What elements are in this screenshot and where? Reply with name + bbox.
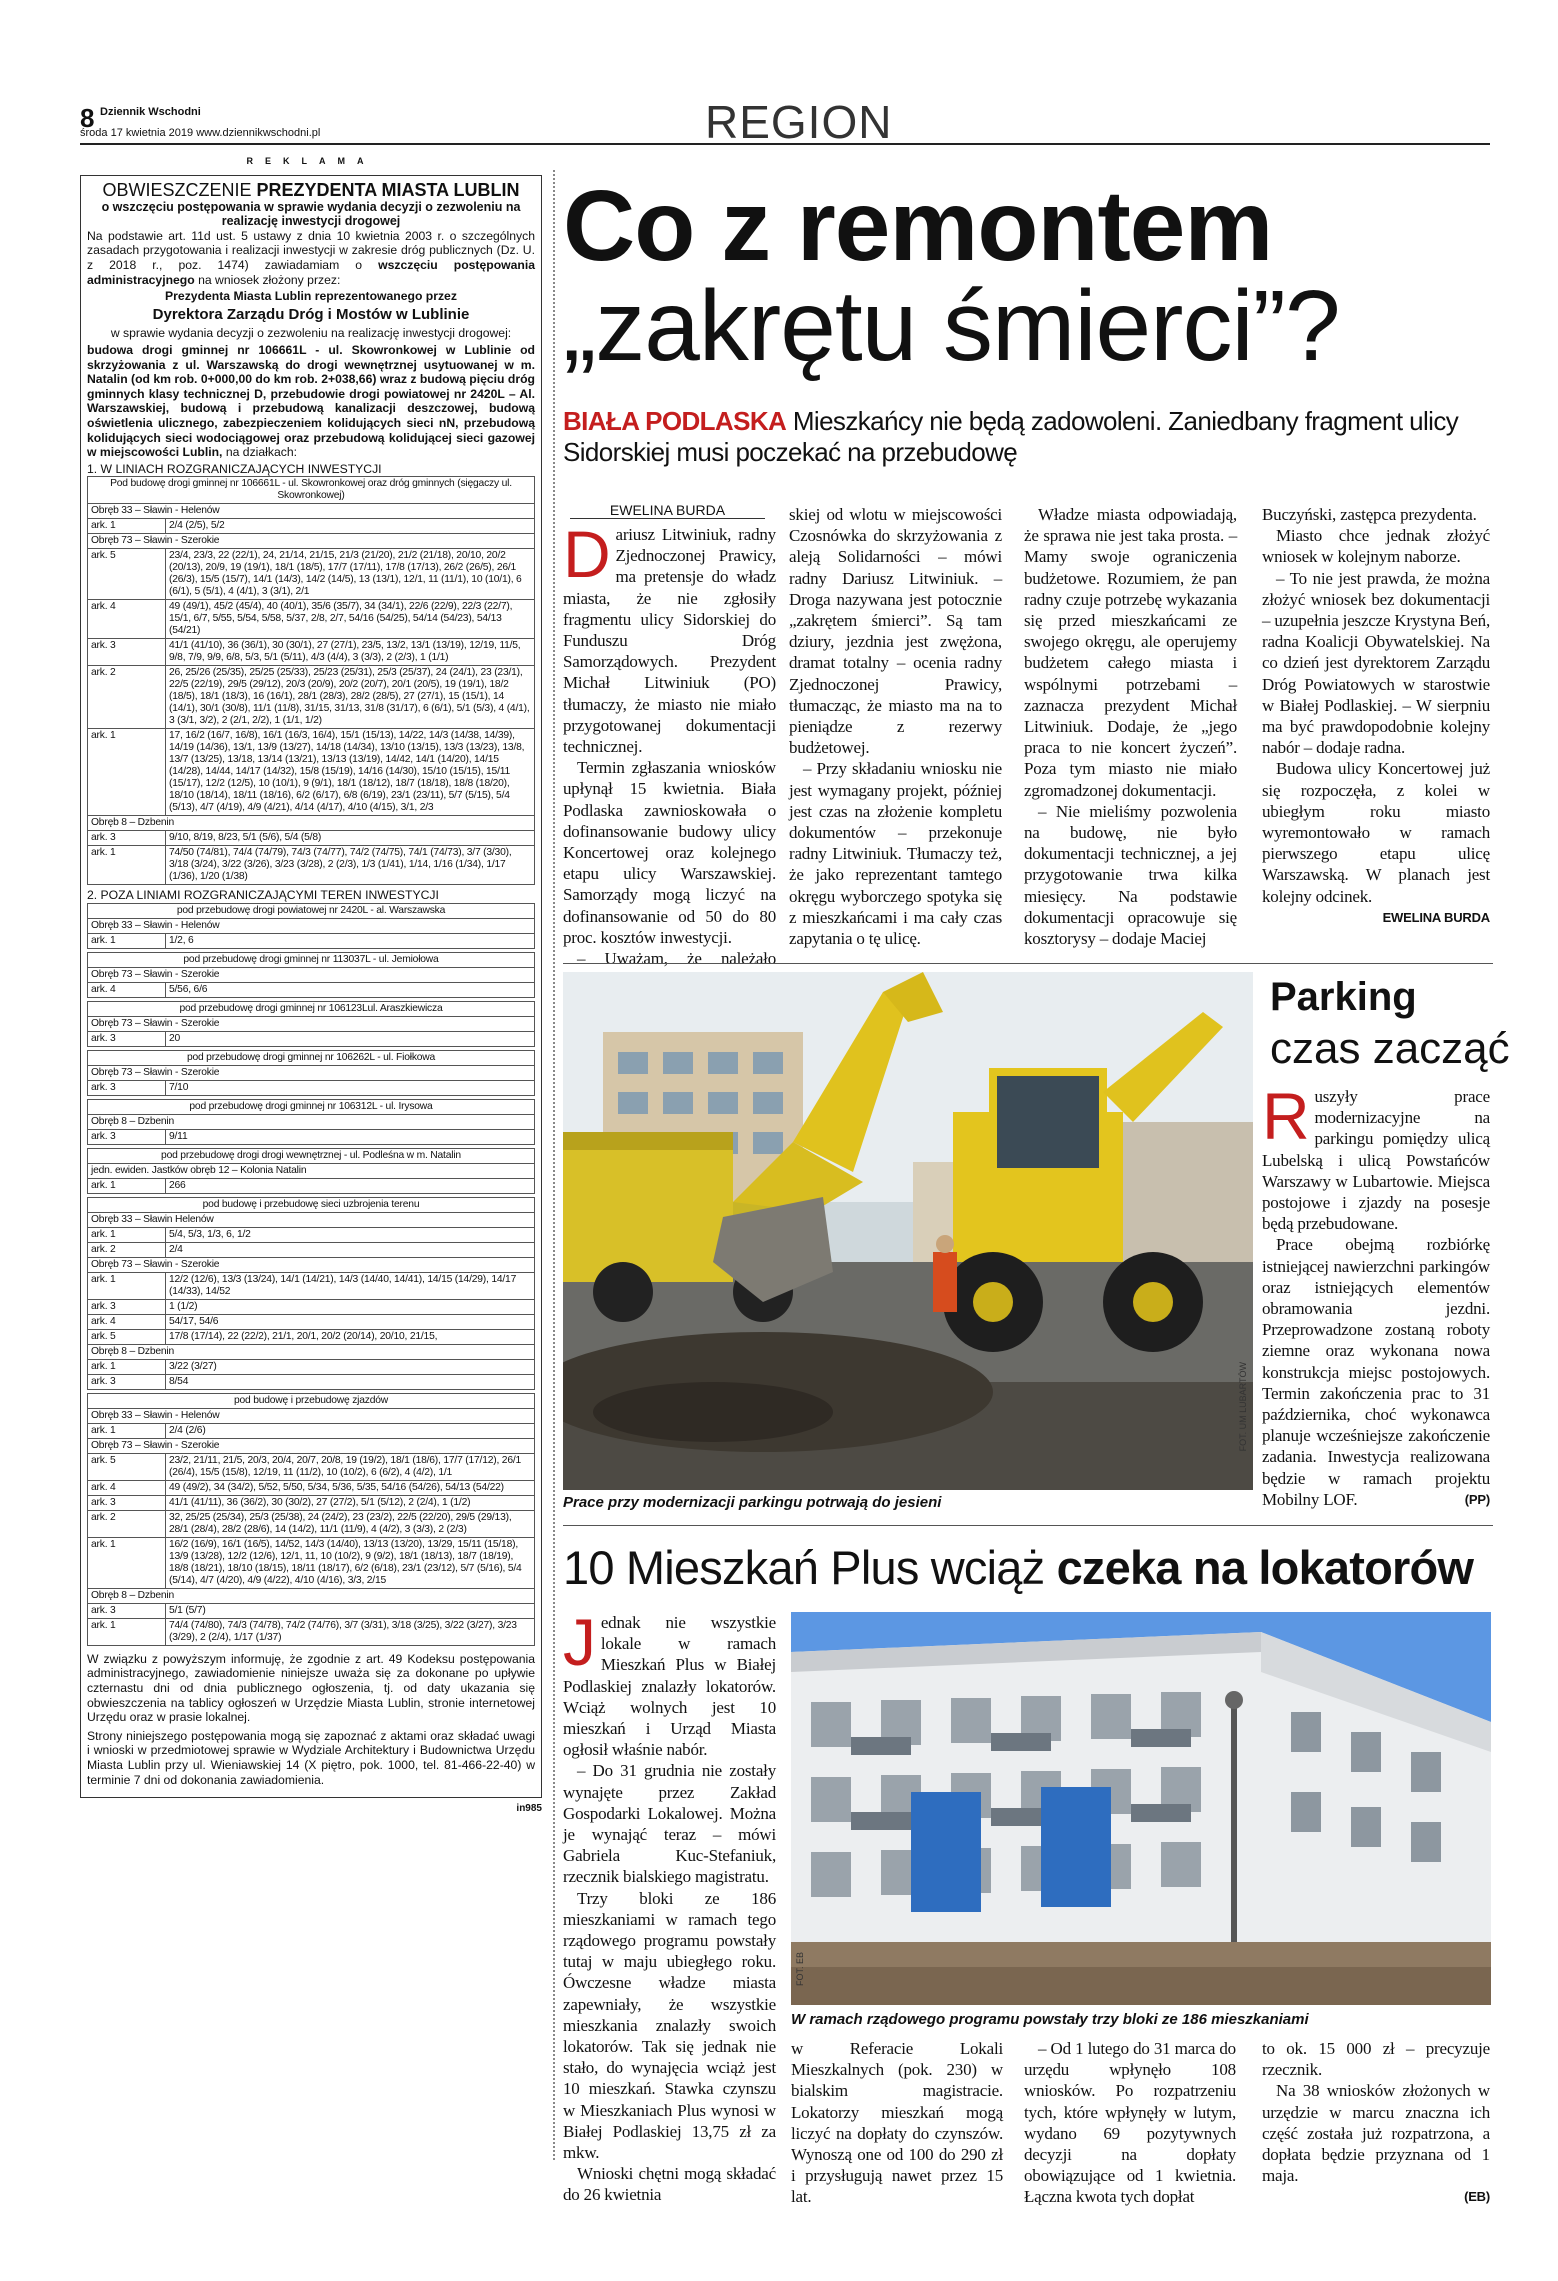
byline: EWELINA BURDA	[570, 502, 765, 519]
plus-col1-p4: Wnioski chętni mogą składać do 26 kwietnia	[563, 2164, 776, 2205]
notice-intro	[87, 229, 535, 287]
parcel-row	[88, 1314, 535, 1329]
parcel-row	[88, 1299, 535, 1314]
parcel-row	[88, 816, 535, 831]
parcel-numbers: 20	[166, 1031, 535, 1046]
parcel-row	[88, 1257, 535, 1272]
parcel-row	[88, 918, 535, 933]
parcel-numbers: 17, 16/2 (16/7, 16/8), 16/1 (16/3, 16/4), 15/1 (15/13), 14/22, 14/3 (14/38, 14/39), 14/19 (14/36), 13/1, 13/9 (13/27), 14/18 (14/34), 13/10 (13/15), 13/3 (13/23), 13/8, 13/7 (13/25), 13/18, 13/14 (13/21), 13/13 (13/19), 14/42, 14/1 (14/20), 14/15 (14/28), 14/44, 14/17 (14/32), 15/8 (15/19), 14/16 (14/30), 15/10 (15/15), 15/11 (15/17), 12/2 (12/5), 10 (10/1), 9 (9/1), 18/1 (18/12), 18/7 (18/18), 18/8 (18/20), 18/10 (18/14), 18/11 (18/16), 6/2 (6/17), 6/8 (6/19), 23/1 (23/11), 5/7 (5/15), 5/4 (5/13), 4/7 (4/19), 4/9 (4/21), 4/14 (4/17), 4/10 (4/15), 3/1, 2/3	[166, 729, 535, 816]
parcel-row	[88, 1031, 535, 1046]
deck-place: BIAŁA PODLASKA	[563, 406, 787, 436]
parking-text	[1262, 1079, 1490, 1510]
parcel-row	[88, 1359, 535, 1374]
parcel-row	[88, 846, 535, 885]
main-col-2	[789, 504, 1002, 949]
sheet-label: ark. 1	[88, 519, 166, 534]
parcel-numbers: 5/4, 5/3, 1/3, 6, 1/2	[166, 1227, 535, 1242]
ad-label: REKLAMA	[246, 156, 376, 166]
issue-date-line	[80, 127, 320, 139]
plus-col1-p3: Trzy bloki ze 186 mieszkaniami w ramach tego rządowego programu powstały tutaj w maju ubiegłego roku. Ówczesne władze miasta zapewniały, że wszystkie mieszkania znalazły swoich lokatorów. Tak się jednak nie stało, do wynajęcia wciąż jest 10 mieszkań. Stawka czynszu w Mieszkaniach Plus wynosi w Białej Podlaskiej 13,75 zł za mkw.	[563, 1888, 776, 2163]
precinct-label: Obręb 73 – Sławin - Szerokie	[88, 1257, 535, 1272]
parcel-row	[88, 1065, 535, 1080]
issue-date: środa 17 kwietnia 2019	[80, 127, 194, 139]
parcel-numbers: 1/2, 6	[166, 933, 535, 948]
sheet-label: ark. 2	[88, 1510, 166, 1537]
parcel-table-caption: pod budowę i przebudowę sieci uzbrojenia terenu	[88, 1197, 535, 1212]
plus-col-1	[563, 1605, 776, 2206]
parcel-numbers: 49 (49/2), 34 (34/2), 5/52, 5/50, 5/34, 5/36, 5/35, 54/16 (54/26), 54/13 (54/22)	[166, 1480, 535, 1495]
parcel-numbers: 2/4 (2/6)	[166, 1423, 535, 1438]
parcel-numbers: 74/50 (74/81), 74/4 (74/79), 74/3 (74/77), 74/2 (74/75), 74/1 (74/73), 3/7 (3/30), 3/18 (3/24), 3/22 (3/26), 3/23 (3/28), 2 (2/3), 1/3 (1/41), 1/14, 1/16 (1/34), 1/17 (1/36), 1/20 (1/38)	[166, 846, 535, 885]
parcel-numbers: 17/8 (17/14), 22 (22/2), 21/1, 20/1, 20/2 (20/14), 20/10, 21/15,	[166, 1329, 535, 1344]
parcel-row	[88, 1344, 535, 1359]
sheet-label: ark. 1	[88, 1423, 166, 1438]
parcel-numbers: 1 (1/2)	[166, 1299, 535, 1314]
parcel-numbers: 41/1 (41/11), 36 (36/2), 30 (30/2), 27 (27/2), 5/1 (5/12), 2 (2/4), 1 (1/2)	[166, 1495, 535, 1510]
excavator-illustration	[563, 972, 1253, 1490]
parcel-row	[88, 639, 535, 666]
notice-box	[80, 175, 542, 1799]
sheet-label: ark. 3	[88, 1299, 166, 1314]
precinct-label: Obręb 73 – Sławin - Szerokie	[88, 967, 535, 982]
sheet-label: ark. 4	[88, 1314, 166, 1329]
website-link[interactable]: www.dziennikwschodni.pl	[196, 127, 321, 139]
precinct-label: Obręb 73 – Sławin - Szerokie	[88, 1065, 535, 1080]
parcel-row	[88, 1129, 535, 1144]
main-signature: EWELINA BURDA	[1382, 909, 1490, 925]
parcel-row	[88, 1212, 535, 1227]
parcel-row	[88, 1163, 535, 1178]
parcel-row	[88, 1374, 535, 1389]
parcel-row	[88, 1242, 535, 1257]
sheet-label: ark. 2	[88, 666, 166, 729]
ad-code: in985	[516, 1803, 542, 1815]
parcel-numbers: 266	[166, 1178, 535, 1193]
plus-first-text: ednak nie wszystkie lokale w ramach Mieszkań Plus w Białej Podlaskiej znalazły lokatorów. Wciąż wolnych jest 10 mieszkań i Urząd Miasta ogłosił właśnie nabór.	[563, 1613, 776, 1760]
plus-col-2	[791, 2038, 1003, 2208]
parcel-table	[87, 1099, 535, 1145]
main-col4-p3: – To nie jest prawda, że można złożyć wniosek bez dokumentacji – uzupełnia jeszcze Krystyna Beń, radna Koalicji Obywatelskiej. Na co dzień jest dyrektorem Zarządu Dróg Powiatowych w starostwie w Białej Podlaskiej. – W sierpniu ma być prawdopodobnie kolejny nabór – dodaje radna.	[1262, 568, 1491, 758]
sheet-label: ark. 1	[88, 1359, 166, 1374]
precinct-label: Obręb 73 – Sławin - Szerokie	[88, 534, 535, 549]
precinct-label: Obręb 33 – Sławin Helenów	[88, 1212, 535, 1227]
parcel-numbers: 23/2, 21/11, 21/5, 20/3, 20/4, 20/7, 20/8, 19 (19/2), 18/1 (18/6), 17/7 (17/12), 26/1 (26/4), 15/5 (15/8), 12/19, 11 (11/2), 10 (10/2), 6 (6/2), 4 (4/2), 1/1	[166, 1453, 535, 1480]
parcel-table	[87, 1001, 535, 1047]
notice-subtitle: o wszczęciu postępowania w sprawie wydania decyzji o zezwoleniu na realizację inwestycji drogowej	[101, 199, 521, 229]
parking-dropcap: R	[1262, 1079, 1310, 1153]
parcel-row	[88, 1016, 535, 1031]
precinct-label: Obręb 33 – Sławin - Helenów	[88, 918, 535, 933]
parcel-row	[88, 1329, 535, 1344]
parcel-row	[88, 1603, 535, 1618]
notice-closing1: W związku z powyższym informuję, że zgodnie z art. 49 Kodeksu postępowania administracyjnego, zawiadomienie niniejsze uważa się za dokonane po upływie czternastu dni od dnia publicznego ogłoszenia, tj. od daty ukazania się obwieszczenia na tablicy ogłoszeń w Urzędzie Miasta Lublin, stronie internetowej Urzędu oraz w prasie lokalnej.	[87, 1651, 535, 1725]
parcel-numbers: 2/4	[166, 1242, 535, 1257]
intro-start: Na podstawie art. 11d ust. 5 ustawy z dnia 10 kwietnia 2003 r. o szczególnych zasadach przygotowania i realizacji inwestycji w zakresie dróg publicznych (Dz. U. z 2018 r., poz. 1474) zawiadamiam o	[87, 228, 535, 272]
sheet-label: ark. 3	[88, 1495, 166, 1510]
parcel-table-caption: pod przebudowę drogi gminnej nr 106123Lul. Araszkiewicza	[88, 1001, 535, 1016]
sheet-label: ark. 3	[88, 1374, 166, 1389]
main-col3-p2: – Nie mieliśmy pozwolenia na budowę, nie było dokumentacji technicznej, a jej przygotowanie trwa kilka miesięcy. Na podstawie dokumentacji opracowuje się kosztorysy – dodaje Maciej	[1024, 801, 1237, 949]
parcel-table-caption: pod przebudowę drogi gminnej nr 106262L - ul. Fiołkowa	[88, 1050, 535, 1065]
parcel-numbers: 9/10, 8/19, 8/23, 5/1 (5/6), 5/4 (5/8)	[166, 831, 535, 846]
parking-photo-credit: FOT. UM LUBARTÓW	[1238, 1362, 1248, 1452]
precinct-label: Obręb 33 – Sławin - Helenów	[88, 1408, 535, 1423]
precinct-label: Obręb 8 – Dzbenin	[88, 1344, 535, 1359]
notice-title-bold: PREZYDENTA MIASTA LUBLIN	[256, 179, 520, 200]
parcel-table-caption: pod budowę i przebudowę zjazdów	[88, 1393, 535, 1408]
applicant-line2: Dyrektora Zarządu Dróg i Mostów w Lublinie	[152, 305, 470, 323]
matter-end: na działkach:	[225, 445, 297, 460]
main-col4-p2: Miasto chce jednak złożyć wniosek w kolejnym naborze.	[1262, 526, 1490, 567]
parcel-numbers: 41/1 (41/10), 36 (36/1), 30 (30/1), 27 (27/1), 23/5, 13/2, 13/1 (13/19), 12/19, 11/5, 9/8, 7/9, 9/9, 6/8, 5/3, 5/1 (5/11), 4/3 (4/4), 3 (3/3), 2 (2/3), 1 (1/1)	[166, 639, 535, 666]
apartment-blocks-illustration	[791, 1612, 1491, 2005]
sheet-label: ark. 5	[88, 549, 166, 600]
parcel-table	[87, 1148, 535, 1194]
parcel-row	[88, 519, 535, 534]
main-col-3	[1024, 504, 1237, 949]
plus-col4-p2: Na 38 wniosków złożonych w urzędzie w marcu znaczna ich część została już rozpatrzona, a dopłata będzie przyznana od 1 maja.	[1262, 2081, 1490, 2186]
parcel-numbers: 5/1 (5/7)	[166, 1603, 535, 1618]
parcel-numbers: 16/2 (16/9), 16/1 (16/5), 14/52, 14/3 (14/40), 13/13 (13/20), 13/29, 15/11 (15/18), 13/9 (13/28), 12/2 (12/6), 12/1, 11, 10 (10/2), 9 (9/2), 18/1 (18/13), 18/7 (18/19), 18/8 (18/21), 18/10 (18/15), 18/11 (18/17), 6/2 (6/18), 23/1 (23/12), 5/7 (5/16), 5/4 (5/14), 4/7 (4/20), 4/9 (4/22), 4/10 (4/16), 3/3, 2/15	[166, 1537, 535, 1588]
precinct-label: Obręb 33 – Sławin - Helenów	[88, 504, 535, 519]
official-notice-ad	[80, 150, 542, 2180]
parcel-numbers: 5/56, 6/6	[166, 982, 535, 997]
plus-col3-text: – Od 1 lutego do 31 marca do urzędu wpłynęło 108 wniosków. Po rozpatrzeniu tych, które wpłynęły w lutym, wydano 69 pozytywnych decyzji na dopłaty obowiązujące od 1 kwietnia. Łączna kwota tych dopłat	[1024, 2039, 1236, 2207]
parcel-table-caption: Pod budowę drogi gminnej nr 106661L - ul. Skowronkowej oraz dróg gminnych (sięgaczy ul. Skowronkowej)	[88, 477, 535, 504]
main-col-4	[1262, 504, 1490, 928]
parcel-row	[88, 1618, 535, 1645]
parcel-row	[88, 1272, 535, 1299]
parcel-numbers: 12/2 (12/6), 13/3 (13/24), 14/1 (14/21), 14/3 (14/40, 14/41), 14/15 (14/29), 14/17 (14/33), 14/52	[166, 1272, 535, 1299]
main-col4-p1: Buczyński, zastępca prezydenta.	[1262, 505, 1477, 524]
sheet-label: ark. 3	[88, 1031, 166, 1046]
parking-title-light: czas zacząć	[1270, 1024, 1510, 1073]
main-col1-p3: – Uważam, że należało	[577, 949, 776, 969]
plus-col1-p2: – Do 31 grudnia nie zostały wynajęte przez Zakład Gospodarki Lokalowej. Można je wynająć teraz – mówi Gabriela Kuc-Stefaniuk, rzecznik bialskiego magistratu.	[563, 1761, 776, 1887]
plus-col2-text: w Referacie Lokali Mieszkalnych (pok. 230) w bialskim magistracie. Lokatorzy mieszkań mogą liczyć na dopłaty do czynszów. Wynoszą one od 100 do 290 zł i przysługują nawet przez 15 lat.	[791, 2039, 1003, 2207]
sheet-label: ark. 1	[88, 846, 166, 885]
parcel-row	[88, 1537, 535, 1588]
parcel-table-caption: pod przebudowę drogi gminnej nr 106312L - ul. Irysowa	[88, 1099, 535, 1114]
headline-line2: „zakrętu śmierci”?	[563, 270, 1340, 382]
blocks-photo-credit: FOT. EB	[795, 1952, 805, 1987]
parcel-numbers: 74/4 (74/80), 74/3 (74/78), 74/2 (74/76), 3/7 (3/31), 3/18 (3/25), 3/22 (3/27), 3/23 (3/29), 2 (2/4), 1/17 (1/37)	[166, 1618, 535, 1645]
parcel-table-caption: pod przebudowę drogi drogi wewnętrznej - ul. Podleśna w m. Natalin	[88, 1148, 535, 1163]
main-col-1	[563, 517, 776, 990]
sheet-label: ark. 3	[88, 831, 166, 846]
sheet-label: ark. 1	[88, 933, 166, 948]
page-number: 8	[80, 103, 95, 133]
sheet-label: ark. 5	[88, 1453, 166, 1480]
sheet-label: ark. 4	[88, 600, 166, 639]
notice-title	[87, 180, 535, 200]
matter-text	[87, 343, 535, 460]
sheet-label: ark. 2	[88, 1242, 166, 1257]
applicant-line1: Prezydenta Miasta Lublin reprezentowanego przez	[165, 289, 457, 304]
parking-p2	[1262, 1234, 1490, 1510]
section1-heading: 1. W LINIACH ROZGRANICZAJĄCYCH INWESTYCJI	[87, 461, 382, 476]
precinct-label: jedn. ewiden. Jastków obręb 12 – Kolonia Natalin	[88, 1163, 535, 1178]
parking-caption: Prace przy modernizacji parkingu potrwają do jesieni	[563, 1494, 942, 1511]
matter-bold: budowa drogi gminnej nr 106661L - ul. Skowronkowej w Lublinie od skrzyżowania z ul. Warszawską do drogi wewnętrznej usytuowanej w m. Natalin (od km rob. 0+000,00 do km rob. 2+038,66) wraz z budową pięciu dróg gminnych klasy technicznej D, przebudowie drogi powiatowej nr 2420L – Al. Warszawskiej, budową i przebudową kanalizacji deszczowej, budową oświetlenia ulicznego, zabezpieczeniem kolidujących sieci nN, przebudową kolidujących sieci wodociągowej oraz przebudową kolidującej sieci gazowej w miejscowości Lublin,	[87, 342, 535, 460]
plus-col4-p1: to ok. 15 000 zł – precyzuje rzecznik.	[1262, 2039, 1490, 2080]
parcel-numbers: 9/11	[166, 1129, 535, 1144]
intro-bold: wszczęciu postępowania administracyjnego	[87, 257, 536, 287]
blocks-caption: W ramach rządowego programu powstały trzy bloki ze 186 mieszkaniami	[791, 2011, 1309, 2028]
precinct-label: Obręb 73 – Sławin - Szerokie	[88, 1016, 535, 1031]
parcel-table	[87, 1393, 535, 1646]
intro-end: na wniosek złożony przez:	[198, 272, 341, 287]
parcel-row	[88, 1453, 535, 1480]
main-headline	[563, 170, 1493, 382]
plus-headline-bold: czeka na lokatorów	[1056, 1541, 1474, 1594]
section1-tables	[87, 476, 535, 885]
parcel-row	[88, 1495, 535, 1510]
plus-col-3	[1024, 2038, 1236, 2208]
sheet-label: ark. 5	[88, 1329, 166, 1344]
sheet-label: ark. 4	[88, 1480, 166, 1495]
sheet-label: ark. 3	[88, 1129, 166, 1144]
main-col1-lead	[563, 517, 776, 757]
parcel-row	[88, 504, 535, 519]
parcel-numbers: 23/4, 23/3, 22 (22/1), 24, 21/14, 21/15, 21/3 (21/20), 21/2 (21/18), 20/10, 20/2 (20/13), 20/9, 19 (19/1), 18/1 (18/5), 17/7 (17/11), 17/8 (17/13), 26/2 (26/5), 26/1 (26/3), 15/5 (15/7), 14/1 (14/3), 14/2 (14/5), 13 (13/1), 12/1, 11 (11/1), 10 (10/1), 6 (6/1), 5 (5/1), 4 (4/1), 3 (3/1), 2/1	[166, 549, 535, 600]
parcel-table-caption: pod przebudowę drogi powiatowej nr 2420L - al. Warszawska	[88, 903, 535, 918]
parcel-row	[88, 1080, 535, 1095]
deck-text: Mieszkańcy nie będą zadowoleni. Zaniedbany fragment ulicy Sidorskiej musi poczekać na przebudowę	[563, 406, 1459, 467]
parcel-row	[88, 933, 535, 948]
parcel-row	[88, 1588, 535, 1603]
parcel-table	[87, 952, 535, 998]
sheet-label: ark. 1	[88, 729, 166, 816]
parcel-table	[87, 1050, 535, 1096]
parcel-numbers: 26, 25/26 (25/35), 25/25 (25/33), 25/23 (25/31), 25/3 (25/37), 24 (24/1), 23 (23/1), 22/5 (22/19), 29/5 (29/12), 20/3 (20/9), 20/2 (20/7), 20/1 (20/5), 19 (19/1), 18/2 (18/5), 18/1 (18/3), 16 (16/1), 28/1 (28/3), 28/2 (28/5), 27 (27/1), 15 (15/1), 14 (14/1), 30/1 (30/8), 11/1 (11/8), 31/15, 31/13, 31/8 (31/17), 6 (6/1), 5/1 (5/3), 4 (4/1), 3 (3/1, 3/2), 2 (2/1, 2/2), 1 (1/1, 1/2)	[166, 666, 535, 729]
notice-title-normal: OBWIESZCZENIE	[102, 179, 252, 200]
parcel-numbers: 2/4 (2/5), 5/2	[166, 519, 535, 534]
parcel-numbers: 32, 25/25 (25/34), 25/3 (25/38), 24 (24/2), 23 (23/2), 22/5 (22/20), 29/5 (29/13), 28/1 (28/4), 28/2 (28/6), 14 (14/2), 11/1 (11/9), 4 (4/2), 3 (3/3), 2 (2/3)	[166, 1510, 535, 1537]
story-divider-2	[563, 1525, 1493, 1526]
sheet-label: ark. 3	[88, 1603, 166, 1618]
header-rule	[80, 143, 1490, 145]
parcel-table	[87, 1197, 535, 1390]
sheet-label: ark. 3	[88, 1080, 166, 1095]
headline-line1: Co z remontem	[563, 170, 1273, 282]
main-col4-p4: Budowa ulicy Koncertowej już się rozpoczęła, z kolei w ubiegłym roku miasto wyremontowało w ramach pierwszego etapu ulicę Warszawską. W planach jest kolejny odcinek.	[1262, 759, 1490, 906]
main-deck	[563, 406, 1493, 468]
parcel-numbers: 49 (49/1), 45/2 (45/4), 40 (40/1), 35/6 (35/7), 34 (34/1), 22/6 (22/9), 22/3 (22/7), 15/1, 6/7, 5/55, 5/54, 5/58, 5/37, 2/8, 2/7, 54/16 (54/25), 54/14 (54/23), 54/13 (54/21)	[166, 600, 535, 639]
parcel-row	[88, 1480, 535, 1495]
sheet-label: ark. 3	[88, 639, 166, 666]
story-divider	[563, 963, 1493, 964]
main-col1-p2: Termin zgłaszania wniosków upłynął 15 kwietnia. Biała Podlaska zawnioskowała o dofinansowanie budowy ulicy Koncertowej oraz kolejnego etapu ulicy Warszawskiej. Samorządy mogą liczyć na dofinansowanie od 50 do 80 proc. kosztów inwestycji.	[563, 758, 776, 947]
parcel-row	[88, 534, 535, 549]
parcel-row	[88, 967, 535, 982]
parcel-row	[88, 982, 535, 997]
section2-tables	[87, 903, 535, 1646]
parcel-row	[88, 600, 535, 639]
parking-first-text: uszyły prace modernizacyjne na parkingu pomiędzy ulicą Lubelską i ulicą Powstańców Warszawy w Lubartowie. Miejsca postojowe i zjazdy na posesje będą przebudowane.	[1262, 1087, 1490, 1234]
parcel-numbers: 3/22 (3/27)	[166, 1359, 535, 1374]
plus-headline	[563, 1540, 1493, 1595]
parking-photo	[563, 972, 1253, 1490]
section-title: REGION	[705, 96, 893, 148]
parcel-row	[88, 831, 535, 846]
parcel-table	[87, 903, 535, 949]
main-col2-p2: – Przy składaniu wniosku nie jest wymagany projekt, później jest czas na złożenie kompletu dokumentów – przekonuje radny Litwiniuk. Tłumaczy też, że jako reprezentant tamtego okręgu wyborczego spotyka się z mieszkańcami i ma cały czas zapytania o tę ulicę.	[789, 759, 1002, 949]
parcel-row	[88, 1178, 535, 1193]
parcel-row	[88, 1423, 535, 1438]
plus-lead	[563, 1605, 776, 1760]
plus-dropcap: J	[563, 1605, 596, 1679]
main-col2-p1: skiej od wlotu w miejscowości Czosnówka do skrzyżowania z aleją Solidarności – mówi radny Dariusz Litwiniuk. – Droga nazywana jest potocznie „zakrętem śmierci”. Są tam dziury, jezdnia jest zwężona, dramat totalny – ocenia radny Zjednoczonej Prawicy, tłumacząc, że miasto ma na to pieniądze z rezerwy budżetowej.	[789, 505, 1002, 758]
parcel-table	[87, 476, 535, 885]
sheet-label: ark. 4	[88, 982, 166, 997]
main-col3-p1: Władze miasta odpowiadają, że sprawa nie jest taka prosta. – Mamy swoje ograniczenia budżetowe. Rozumiem, że pan radny czuje potrzebę wykazania się przed mieszkańcami ze swojego okręgu, ale operujemy budżetem całego miasta i wspólnymi potrzebami – zaznacza prezydent Michał Litwiniuk. Dodaje, że „jego praca to nie koncert życzeń”. Poza tym miasto nie miało zgromadzonej dokumentacji.	[1024, 505, 1237, 800]
sheet-label: ark. 1	[88, 1537, 166, 1588]
parcel-row	[88, 666, 535, 729]
sheet-label: ark. 1	[88, 1227, 166, 1242]
parcel-table-caption: pod przebudowę drogi gminnej nr 113037L - ul. Jemiołowa	[88, 952, 535, 967]
column-separator	[553, 170, 555, 2160]
parking-signature: (PP)	[1464, 1491, 1490, 1507]
col1-first-text: ariusz Litwiniuk, radny Zjednoczonej Prawicy, ma pretensje do władz miasta, że nie zgłosiły fragmentu ulicy Sidorskiej do Funduszu Dróg Samorządowych. Prezydent Michał Litwiniuk (PO) tłumaczy, że miasto nie miało przygotowanej dokumentacji technicznej.	[563, 525, 776, 757]
sheet-label: ark. 1	[88, 1618, 166, 1645]
parking-title-bold: Parking	[1270, 975, 1417, 1019]
matter-intro: w sprawie wydania decyzji o zezwoleniu na realizację inwestycji drogowej:	[110, 326, 512, 341]
blocks-photo	[791, 1612, 1491, 2005]
parking-p2-text: Prace obejmą rozbiórkę istniejącej nawierzchni parkingów oraz istniejących elementów obramowania jezdni. Przeprowadzone zostaną roboty ziemne oraz wykonana nowa konstrukcja miejsc postojowych. Termin zakończenia prac to 31 października, choć wykonawca planuje wcześniejsze zakończenie zadania. Inwestycja realizowana będzie w ramach projektu Mobilny LOF.	[1262, 1235, 1490, 1509]
plus-signature: (EB)	[1464, 2189, 1490, 2205]
precinct-label: Obręb 73 – Sławin - Szerokie	[88, 1438, 535, 1453]
parcel-row	[88, 729, 535, 816]
parcel-row	[88, 1438, 535, 1453]
sheet-label: ark. 1	[88, 1272, 166, 1299]
notice-closing2: Strony niniejszego postępowania mogą się zapoznać z aktami oraz składać uwagi i wnioski w przedmiotowej sprawie w Wydziale Architektury i Budownictwa Urzędu Miasta Lublin przy ul. Wieniawskiej 14 (X piętro, pok. 1000, tel. 81-466-22-40) w terminie 7 dni od dokonania zawiadomienia.	[87, 1728, 535, 1787]
parcel-row	[88, 1510, 535, 1537]
dropcap: D	[563, 517, 611, 591]
parcel-row	[88, 549, 535, 600]
sheet-label: ark. 1	[88, 1178, 166, 1193]
precinct-label: Obręb 8 – Dzbenin	[88, 1588, 535, 1603]
parcel-numbers: 7/10	[166, 1080, 535, 1095]
parcel-row	[88, 1408, 535, 1423]
precinct-label: Obręb 8 – Dzbenin	[88, 1114, 535, 1129]
parcel-row	[88, 1227, 535, 1242]
plus-headline-light: 10 Mieszkań Plus wciąż	[563, 1541, 1045, 1594]
section2-heading: 2. POZA LINIAMI ROZGRANICZAJĄCYMI TEREN INWESTYCJI	[87, 888, 439, 903]
precinct-label: Obręb 8 – Dzbenin	[88, 816, 535, 831]
parcel-numbers: 8/54	[166, 1374, 535, 1389]
parking-lead	[1262, 1079, 1490, 1234]
brand-name: Dziennik Wschodni	[100, 106, 201, 118]
plus-col-4	[1262, 2038, 1490, 2208]
parcel-row	[88, 1114, 535, 1129]
parcel-numbers: 54/17, 54/6	[166, 1314, 535, 1329]
